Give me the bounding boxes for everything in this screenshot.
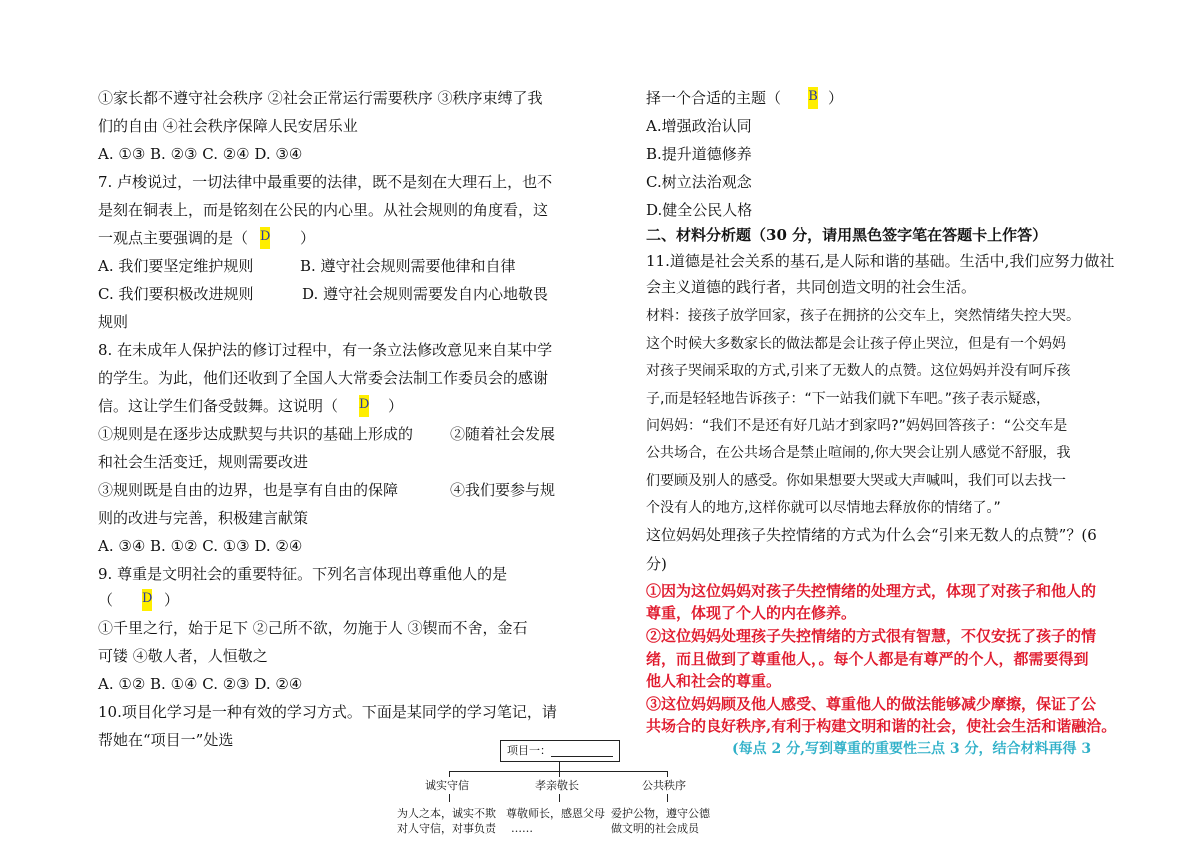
q8-choices: A. ③④ B. ①② C. ①③ D. ②④ [98, 537, 303, 555]
q8-option-1: ①规则是在逐步达成默契与共识的基础上形成的 [98, 425, 414, 443]
q9-paren-open: （ [98, 591, 114, 609]
material-line2: 这个时候大多数家长的做法都是会让孩子停止哭泣，但是有一个妈妈 [646, 336, 1066, 352]
q6-options-line1: ①家长都不遵守社会秩序 ②社会正常运行需要秩序 ③秩序束缚了我 [98, 89, 543, 107]
answer-point3-line2: 共场合的良好秩序,有利于构建文明和谐的社会，使社会生活和谐融洽。 [646, 717, 1117, 735]
q10-stem-cont: 择一个合适的主题（ [646, 89, 782, 107]
q10-paren-close: ） [828, 89, 844, 107]
q7-answer: D [260, 227, 270, 249]
q9-paren-close: ） [164, 591, 180, 609]
q7-paren-close: ） [300, 229, 316, 247]
project-box-label: 项目一： [507, 744, 551, 757]
q7-option-d-cont: 规则 [98, 313, 129, 331]
q6-options-line2: 们的自由 ④社会秩序保障人民安居乐业 [98, 117, 358, 135]
branch-honesty: 诚实守信 [425, 779, 469, 792]
diagram-trunk [559, 761, 560, 771]
q7-stem-line2: 是刻在铜表上，而是铭刻在公民的内心里。从社会规则的角度看，这 [98, 201, 549, 219]
material-line1: 材料：接孩子放学回家，孩子在拥挤的公交车上，突然情绪失控大哭。 [646, 308, 1080, 324]
diagram-drop-3 [667, 771, 668, 777]
diagram-stem-3 [667, 794, 668, 802]
q8-option-4: ④我们要参与规 [450, 481, 556, 499]
leaf-filial-1: 尊敬师长，感恩父母 [506, 807, 605, 820]
scoring-note: (每点 2 分,写到尊重的重要性三点 3 分，结合材料再得 3 [732, 741, 1092, 757]
q11-question-line1: 这位妈妈处理孩子失控情绪的方式为什么会“引来无数人的点赞”？(6 [646, 526, 1097, 544]
q9-options-line1: ①千里之行，始于足下 ②己所不欲，勿施于人 ③锲而不舍，金石 [98, 619, 528, 637]
q10-option-d: D.健全公民人格 [646, 201, 753, 219]
section2-heading: 二、材料分析题（30 分，请用黑色签字笔在答题卡上作答） [646, 226, 1048, 244]
project-blank-line [551, 756, 613, 757]
q7-stem-line3: 一观点主要强调的是（ [98, 229, 249, 247]
q10-option-b: B.提升道德修养 [646, 145, 752, 163]
q9-choices: A. ①② B. ①④ C. ②③ D. ②④ [98, 675, 303, 693]
answer-point2-line3: 他人和社会的尊重。 [646, 672, 782, 690]
material-line3: 对孩子哭闹采取的方式,引来了无数人的点赞。这位妈妈并没有呵斥孩 [646, 363, 1071, 379]
answer-point1-line1: ①因为这位妈妈对孩子失控情绪的处理方式，体现了对孩子和他人的 [646, 582, 1097, 600]
q8-option-2: ②随着社会发展 [450, 425, 556, 443]
branch-public-order: 公共秩序 [642, 779, 686, 792]
project-box [500, 740, 620, 762]
q8-stem-line2: 的学生。为此，他们还收到了全国人大常委会法制工作委员会的感谢 [98, 369, 549, 387]
q7-option-c: C. 我们要积极改进规则 [98, 285, 254, 303]
q6-choices: A. ①③ B. ②③ C. ②④ D. ③④ [98, 145, 303, 163]
q8-option-4-cont: 则的改进与完善，积极建言献策 [98, 509, 309, 527]
material-line8: 个没有人的地方,这样你就可以尽情地去释放你的情绪了。” [646, 500, 1001, 516]
leaf-honesty-2: 对人守信，对事负责 [397, 822, 496, 835]
material-line5: 问妈妈：“我们不是还有好几站才到家吗?”妈妈回答孩子：“公交车是 [646, 418, 1068, 434]
q9-stem-line1: 9. 尊重是文明社会的重要特征。下列名言体现出尊重他人的是 [98, 565, 508, 583]
q11-question-line2: 分) [646, 555, 667, 573]
q10-stem-line2: 帮她在“项目一”处选 [98, 731, 234, 749]
leaf-honesty-1: 为人之本，诚实不欺 [397, 807, 496, 820]
q10-option-a: A.增强政治认同 [646, 117, 752, 135]
q9-options-line2: 可镂 ④敬人者，人恒敬之 [98, 647, 268, 665]
q9-answer: D [142, 589, 152, 611]
q8-answer: D [359, 395, 369, 417]
leaf-filial-2: …… [511, 822, 533, 835]
material-line4: 子,而是轻轻地告诉孩子：“下一站我们就下车吧。”孩子表示疑惑， [646, 391, 1050, 407]
q10-stem-line1: 10.项目化学习是一种有效的学习方式。下面是某同学的学习笔记，请 [98, 703, 557, 721]
branch-filial: 孝亲敬长 [535, 779, 579, 792]
answer-point3-line1: ③这位妈妈顾及他人感受、尊重他人的做法能够减少摩擦，保证了公 [646, 695, 1097, 713]
q7-option-a: A. 我们要坚定维护规则 [98, 257, 254, 275]
q7-option-b: B. 遵守社会规则需要他律和自律 [300, 257, 516, 275]
q10-answer: B [808, 87, 818, 109]
q8-option-3: ③规则既是自由的边界，也是享有自由的保障 [98, 481, 399, 499]
answer-point2-line2: 绪，而且做到了尊重他人，。每个人都是有尊严的个人，都需要得到 [646, 650, 1089, 668]
q8-stem-line1: 8. 在未成年人保护法的修订过程中，有一条立法修改意见来自某中学 [98, 341, 553, 359]
material-line6: 公共场合，在公共场合是禁止喧闹的,你大哭会让别人感觉不舒服，我 [646, 445, 1071, 461]
answer-point2-line1: ②这位妈妈处理孩子失控情绪的方式很有智慧，不仅安抚了孩子的情 [646, 627, 1097, 645]
material-line7: 们要顾及别人的感受。你如果想要大哭或大声喊叫，我们可以去找一 [646, 473, 1066, 489]
q11-stem-line1: 11.道德是社会关系的基石,是人际和谐的基础。生活中,我们应努力做社 [646, 252, 1115, 270]
diagram-drop-1 [449, 771, 450, 777]
answer-point1-line2: 尊重，体现了个人的内在修养。 [646, 604, 857, 622]
q7-stem-line1: 7. 卢梭说过，一切法律中最重要的法律，既不是刻在大理石上，也不 [98, 173, 553, 191]
diagram-crossbar [449, 771, 667, 772]
diagram-stem-1 [449, 794, 450, 802]
diagram-stem-2 [559, 794, 560, 802]
q8-option-2-cont: 和社会生活变迁，规则需要改进 [98, 453, 309, 471]
q8-paren-close: ） [388, 397, 404, 415]
q10-option-c: C.树立法治观念 [646, 173, 752, 191]
q8-stem-line3: 信。这让学生们备受鼓舞。这说明（ [98, 397, 339, 415]
q7-option-d: D. 遵守社会规则需要发自内心地敬畏 [302, 285, 549, 303]
q11-stem-line2: 会主义道德的践行者，共同创造文明的社会生活。 [646, 278, 977, 296]
leaf-public-2: 做文明的社会成员 [611, 822, 699, 835]
leaf-public-1: 爱护公物，遵守公德 [611, 807, 710, 820]
diagram-drop-2 [559, 771, 560, 777]
